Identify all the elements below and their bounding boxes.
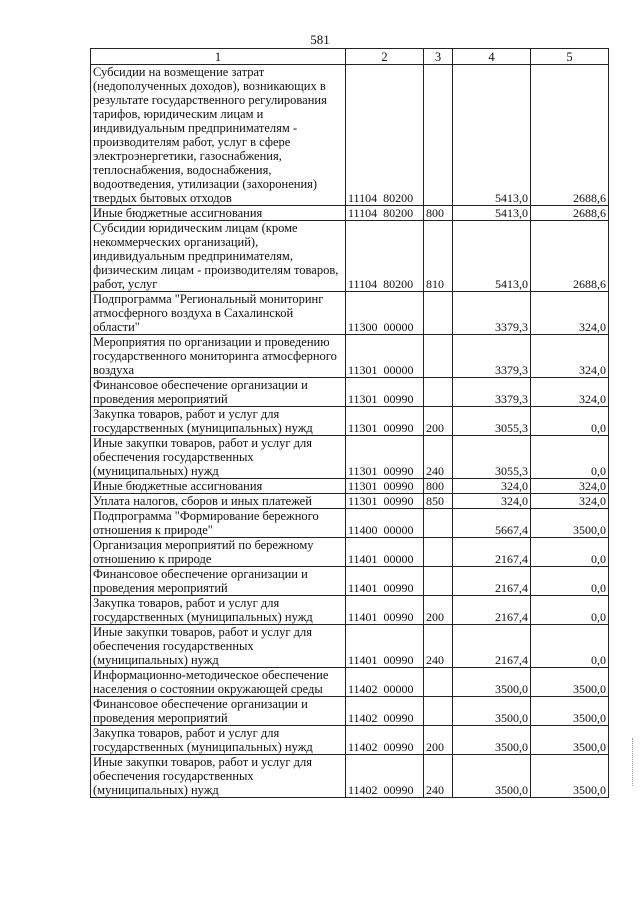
row-vr-cell xyxy=(424,65,453,206)
page-number: 581 xyxy=(310,32,330,47)
row-value-2026-cell: 3500,0 xyxy=(531,726,609,755)
table-row xyxy=(91,494,609,509)
row-code-cell: 11301 00000 xyxy=(346,335,424,378)
table-row xyxy=(91,479,609,494)
row-value-2025-cell: 5413,0 xyxy=(453,206,531,221)
row-code-cell: 11402 00990 xyxy=(346,726,424,755)
budget-table xyxy=(90,48,609,798)
row-value-2025-cell: 5413,0 xyxy=(453,65,531,206)
row-value-2025-cell: 2167,4 xyxy=(453,567,531,596)
row-value-2025-cell: 3500,0 xyxy=(453,726,531,755)
row-value-2026-cell: 3500,0 xyxy=(531,697,609,726)
header-col-1: 1 xyxy=(91,49,346,65)
row-value-2025-cell: 324,0 xyxy=(453,494,531,509)
row-vr-cell xyxy=(424,668,453,697)
row-value-2025-cell: 3379,3 xyxy=(453,292,531,335)
table-body xyxy=(91,65,609,798)
row-value-2026-cell: 324,0 xyxy=(531,335,609,378)
row-value-2025-cell: 3055,3 xyxy=(453,436,531,479)
row-code-cell: 11300 00000 xyxy=(346,292,424,335)
row-vr-cell: 200 xyxy=(424,596,453,625)
row-vr-cell xyxy=(424,697,453,726)
row-vr-cell: 200 xyxy=(424,407,453,436)
row-vr-cell xyxy=(424,567,453,596)
row-value-2026-cell: 324,0 xyxy=(531,378,609,407)
header-col-3: 3 xyxy=(424,49,453,65)
row-name-cell: Финансовое обеспечение организации и проведения мероприятий xyxy=(91,378,346,407)
row-value-2026-cell: 2688,6 xyxy=(531,221,609,292)
row-name-cell: Субсидии на возмещение затрат (недополученных доходов), возникающих в результате государственного регулирования тарифов, юридическим лицам и индивидуальным предпринимателям - производителям работ, услуг в сфере электроэнергетики, газоснабжения, теплоснабжения, водоснабжения, водоотведения, утилизации (захоронения) твердых бытовых отходов xyxy=(91,65,346,206)
table-row xyxy=(91,221,609,292)
table-row xyxy=(91,378,609,407)
table-row xyxy=(91,65,609,206)
row-vr-cell xyxy=(424,538,453,567)
row-code-cell: 11104 80200 xyxy=(346,206,424,221)
row-vr-cell: 240 xyxy=(424,755,453,798)
row-name-cell: Субсидии юридическим лицам (кроме некоммерческих организаций), индивидуальным предпринимателям, физическим лицам - производителям товаров, работ, услуг xyxy=(91,221,346,292)
row-value-2026-cell: 0,0 xyxy=(531,567,609,596)
row-vr-cell: 240 xyxy=(424,436,453,479)
row-code-cell: 11402 00990 xyxy=(346,697,424,726)
row-name-cell: Иные бюджетные ассигнования xyxy=(91,479,346,494)
row-value-2025-cell: 2167,4 xyxy=(453,596,531,625)
row-code-cell: 11402 00000 xyxy=(346,668,424,697)
row-name-cell: Организация мероприятий по бережному отношению к природе xyxy=(91,538,346,567)
row-code-cell: 11401 00990 xyxy=(346,625,424,668)
row-code-cell: 11301 00990 xyxy=(346,494,424,509)
row-value-2025-cell: 3379,3 xyxy=(453,335,531,378)
row-name-cell: Мероприятия по организации и проведению государственного мониторинга атмосферного воздуха xyxy=(91,335,346,378)
row-code-cell: 11400 00000 xyxy=(346,509,424,538)
row-value-2025-cell: 2167,4 xyxy=(453,538,531,567)
table-row xyxy=(91,206,609,221)
header-col-5: 5 xyxy=(531,49,609,65)
row-value-2026-cell: 0,0 xyxy=(531,436,609,479)
row-value-2025-cell: 5413,0 xyxy=(453,221,531,292)
table-row xyxy=(91,407,609,436)
table-row xyxy=(91,538,609,567)
row-value-2025-cell: 3379,3 xyxy=(453,378,531,407)
row-name-cell: Иные закупки товаров, работ и услуг для обеспечения государственных (муниципальных) нужд xyxy=(91,755,346,798)
row-value-2025-cell: 3500,0 xyxy=(453,668,531,697)
table-row xyxy=(91,625,609,668)
row-value-2026-cell: 2688,6 xyxy=(531,65,609,206)
row-vr-cell: 240 xyxy=(424,625,453,668)
row-name-cell: Закупка товаров, работ и услуг для государственных (муниципальных) нужд xyxy=(91,596,346,625)
row-value-2026-cell: 0,0 xyxy=(531,407,609,436)
row-code-cell: 11104 80200 xyxy=(346,221,424,292)
row-value-2026-cell: 324,0 xyxy=(531,494,609,509)
header-col-4: 4 xyxy=(453,49,531,65)
row-name-cell: Уплата налогов, сборов и иных платежей xyxy=(91,494,346,509)
scan-edge-mark xyxy=(632,738,634,786)
row-code-cell: 11301 00990 xyxy=(346,436,424,479)
row-vr-cell: 200 xyxy=(424,726,453,755)
row-code-cell: 11401 00000 xyxy=(346,538,424,567)
table-row xyxy=(91,567,609,596)
row-vr-cell xyxy=(424,378,453,407)
row-name-cell: Подпрограмма "Региональный мониторинг атмосферного воздуха в Сахалинской области" xyxy=(91,292,346,335)
row-code-cell: 11301 00990 xyxy=(346,479,424,494)
header-col-2: 2 xyxy=(346,49,424,65)
row-value-2026-cell: 2688,6 xyxy=(531,206,609,221)
row-value-2025-cell: 5667,4 xyxy=(453,509,531,538)
row-name-cell: Подпрограмма "Формирование бережного отношения к природе" xyxy=(91,509,346,538)
table-row xyxy=(91,755,609,798)
row-name-cell: Иные закупки товаров, работ и услуг для обеспечения государственных (муниципальных) нужд xyxy=(91,436,346,479)
row-name-cell: Финансовое обеспечение организации и проведения мероприятий xyxy=(91,567,346,596)
table-row xyxy=(91,292,609,335)
row-value-2026-cell: 3500,0 xyxy=(531,668,609,697)
table-row xyxy=(91,697,609,726)
row-name-cell: Закупка товаров, работ и услуг для государственных (муниципальных) нужд xyxy=(91,407,346,436)
row-code-cell: 11301 00990 xyxy=(346,407,424,436)
table-row xyxy=(91,668,609,697)
row-vr-cell: 810 xyxy=(424,221,453,292)
table-row xyxy=(91,726,609,755)
row-name-cell: Информационно-методическое обеспечение населения о состоянии окружающей среды xyxy=(91,668,346,697)
table-row xyxy=(91,436,609,479)
row-name-cell: Закупка товаров, работ и услуг для государственных (муниципальных) нужд xyxy=(91,726,346,755)
row-value-2025-cell: 3500,0 xyxy=(453,755,531,798)
row-value-2026-cell: 324,0 xyxy=(531,479,609,494)
row-value-2025-cell: 2167,4 xyxy=(453,625,531,668)
row-name-cell: Иные закупки товаров, работ и услуг для обеспечения государственных (муниципальных) нужд xyxy=(91,625,346,668)
row-name-cell: Иные бюджетные ассигнования xyxy=(91,206,346,221)
row-vr-cell: 850 xyxy=(424,494,453,509)
row-vr-cell: 800 xyxy=(424,479,453,494)
table-row xyxy=(91,509,609,538)
table-row xyxy=(91,596,609,625)
row-value-2025-cell: 324,0 xyxy=(453,479,531,494)
row-value-2026-cell: 3500,0 xyxy=(531,755,609,798)
row-code-cell: 11301 00990 xyxy=(346,378,424,407)
row-name-cell: Финансовое обеспечение организации и проведения мероприятий xyxy=(91,697,346,726)
row-value-2026-cell: 0,0 xyxy=(531,538,609,567)
row-value-2025-cell: 3055,3 xyxy=(453,407,531,436)
table-row xyxy=(91,335,609,378)
row-vr-cell xyxy=(424,509,453,538)
row-value-2025-cell: 3500,0 xyxy=(453,697,531,726)
row-vr-cell xyxy=(424,292,453,335)
row-value-2026-cell: 0,0 xyxy=(531,596,609,625)
row-value-2026-cell: 0,0 xyxy=(531,625,609,668)
row-code-cell: 11402 00990 xyxy=(346,755,424,798)
row-code-cell: 11104 80200 xyxy=(346,65,424,206)
table-header xyxy=(91,49,609,65)
row-code-cell: 11401 00990 xyxy=(346,596,424,625)
row-code-cell: 11401 00990 xyxy=(346,567,424,596)
row-vr-cell xyxy=(424,335,453,378)
row-value-2026-cell: 324,0 xyxy=(531,292,609,335)
row-value-2026-cell: 3500,0 xyxy=(531,509,609,538)
row-vr-cell: 800 xyxy=(424,206,453,221)
